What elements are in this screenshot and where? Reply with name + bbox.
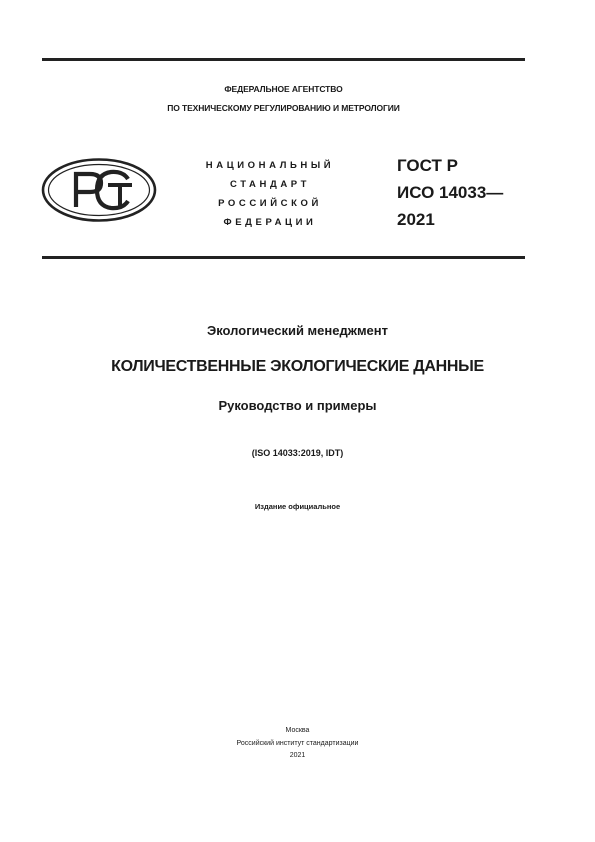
bottom-rule xyxy=(42,256,525,259)
designation-line-1: ГОСТ Р xyxy=(397,156,458,175)
document-subtitle: Руководство и примеры xyxy=(218,398,377,413)
standard-type-line-4: ФЕДЕРАЦИИ xyxy=(223,217,317,228)
standard-type xyxy=(190,156,350,232)
document-subject: Экологический менеджмент xyxy=(206,323,389,338)
document-title: КОЛИЧЕСТВЕННЫЕ ЭКОЛОГИЧЕСКИЕ ДАННЫЕ xyxy=(111,358,484,375)
iso-reference: (ISO 14033:2019, IDT) xyxy=(251,448,344,458)
edition-note: Издание официальное xyxy=(254,502,341,511)
agency-line-1: ФЕДЕРАЛЬНОЕ АГЕНТСТВО xyxy=(224,84,343,94)
designation-line-2: ИСО 14033— xyxy=(397,183,504,202)
top-rule xyxy=(42,58,525,61)
agency-line-2: ПО ТЕХНИЧЕСКОМУ РЕГУЛИРОВАНИЮ И МЕТРОЛОГИИ xyxy=(167,103,400,113)
designation-line-3: 2021 xyxy=(397,210,435,229)
imprint-publisher: Российский институт стандартизации xyxy=(236,739,359,747)
standard-type-line-2: СТАНДАРТ xyxy=(230,179,310,190)
standard-designation xyxy=(397,152,503,233)
imprint xyxy=(0,725,595,763)
imprint-city: Москва xyxy=(285,727,310,734)
gost-r-mark-icon xyxy=(40,157,158,223)
imprint-year: 2021 xyxy=(289,752,306,759)
agency-name xyxy=(42,80,525,118)
standard-type-line-3: РОССИЙСКОЙ xyxy=(218,198,322,209)
standard-type-line-1: НАЦИОНАЛЬНЫЙ xyxy=(205,160,335,171)
